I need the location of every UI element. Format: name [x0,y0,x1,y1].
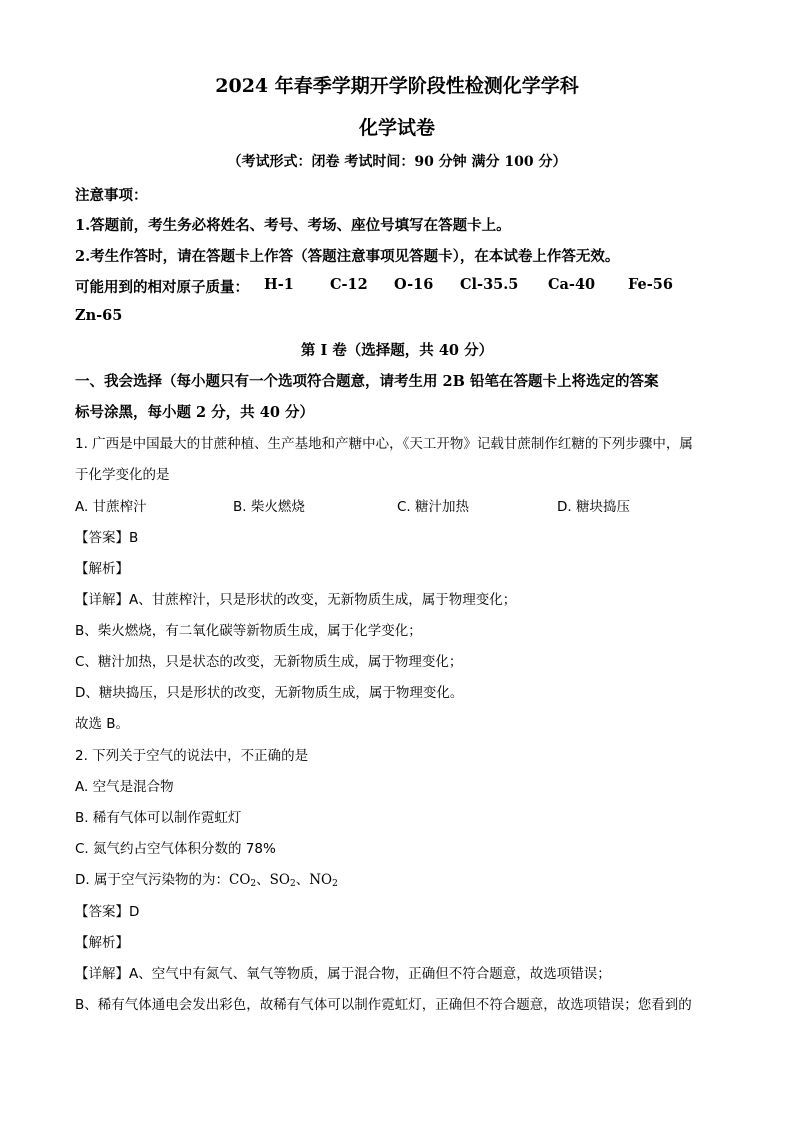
q1-detail-line4: D、糖块捣压，只是形状的改变，无新物质生成，属于物理变化。 [75,685,464,701]
q2-option-a: A. 空气是混合物 [75,779,174,795]
mass-cl: Cl-35.5 [460,276,519,293]
q1-detail-line1 [75,588,516,608]
notes-heading: 注意事项： [75,187,148,204]
exam-subtitle: 化学试卷 [358,117,435,139]
section1-line1: 一、我会选择（每小题只有一个选项符合题意，请考生用 2B 铅笔在答题卡上将选定的答案 [75,373,659,390]
q1-detail-line2: B、柴火燃烧，有二氧化碳等新物质生成，属于化学变化； [75,623,422,639]
q2-detail-line2: B、稀有气体通电会发出彩色，故稀有气体可以制作霓虹灯，正确但不符合题意，故选项错误；您看到的 [75,997,692,1013]
formula-no2: $NO_2$ [309,872,338,889]
q1-option-c: C. 糖汁加热 [397,499,470,515]
q1-option-d: D. 糖块捣压 [557,499,630,515]
q1-stem-line2: 于化学变化的是 [75,467,170,483]
note-item-1: 1.答题前，考生务必将姓名、考号、考场、座位号填写在答题卡上。 [75,217,511,234]
q1-conclusion: 故选 B。 [75,716,130,732]
note-item-2: 2.考生作答时，请在答题卡上作答（答题注意事项见答题卡），在本试卷上作答无效。 [75,248,620,265]
q2-option-c: C. 氮气约占空气体积分数的 78% [75,841,276,857]
q2-analysis-tag: 【解析】 [75,935,129,951]
mass-zn: Zn-65 [75,307,123,324]
q2-option-d-prefix: D. 属于空气污染物的为： [75,872,229,888]
q1-stem-line1: 1. 广西是中国最大的甘蔗种植、生产基地和产糖中心，《天工开物》记载甘蔗制作红糖的下列步骤中，属 [75,436,693,452]
q2-answer-value: D [129,904,140,920]
mass-ca: Ca-40 [548,276,596,293]
q2-detail-line1 [75,962,611,982]
q2-stem: 2. 下列关于空气的说法中，不正确的是 [75,748,309,764]
q2-answer-tag: 【答案】 [75,904,129,920]
section1-line2: 标号涂黑，每小题 2 分，共 40 分） [75,404,314,421]
exam-info: （考试形式：闭卷 考试时间：90 分钟 满分 100 分） [227,154,567,170]
q1-detail-line3: C、糖汁加热，只是状态的改变，无新物质生成，属于物理变化； [75,654,463,670]
mass-c: C-12 [330,276,368,293]
q1-detail-tag: 【详解】 [75,592,129,608]
formula-so2: $SO_2$ [269,872,296,889]
q1-answer [75,526,138,546]
q2-option-b: B. 稀有气体可以制作霓虹灯 [75,810,242,826]
q1-detail-text: A、甘蔗榨汁，只是形状的改变，无新物质生成，属于物理变化； [129,592,517,608]
atomic-masses-row [75,276,249,297]
q2-answer [75,900,139,920]
q2-option-d: D. 属于空气污染物的为：$CO_2$、$SO_2$、$NO_2$ [75,872,338,889]
part1-heading: 第 I 卷（选择题，共 40 分） [300,342,494,359]
mass-fe: Fe-56 [628,276,673,293]
exam-title: 2024 年春季学期开学阶段性检测化学学科 [215,75,579,97]
mass-o: O-16 [394,276,434,293]
q1-answer-tag: 【答案】 [75,530,129,546]
atomic-masses-label: 可能用到的相对原子质量： [75,279,249,296]
q2-detail-tag: 【详解】 [75,966,129,982]
q1-analysis-tag: 【解析】 [75,561,129,577]
q1-answer-value: B [129,530,139,546]
q1-option-b: B. 柴火燃烧 [233,499,305,515]
formula-co2: $CO_2$ [228,872,257,889]
q2-detail-text: A、空气中有氮气、氧气等物质，属于混合物，正确但不符合题意，故选项错误； [129,966,611,982]
q1-option-a: A. 甘蔗榨汁 [75,499,147,515]
mass-h: H-1 [264,276,294,293]
